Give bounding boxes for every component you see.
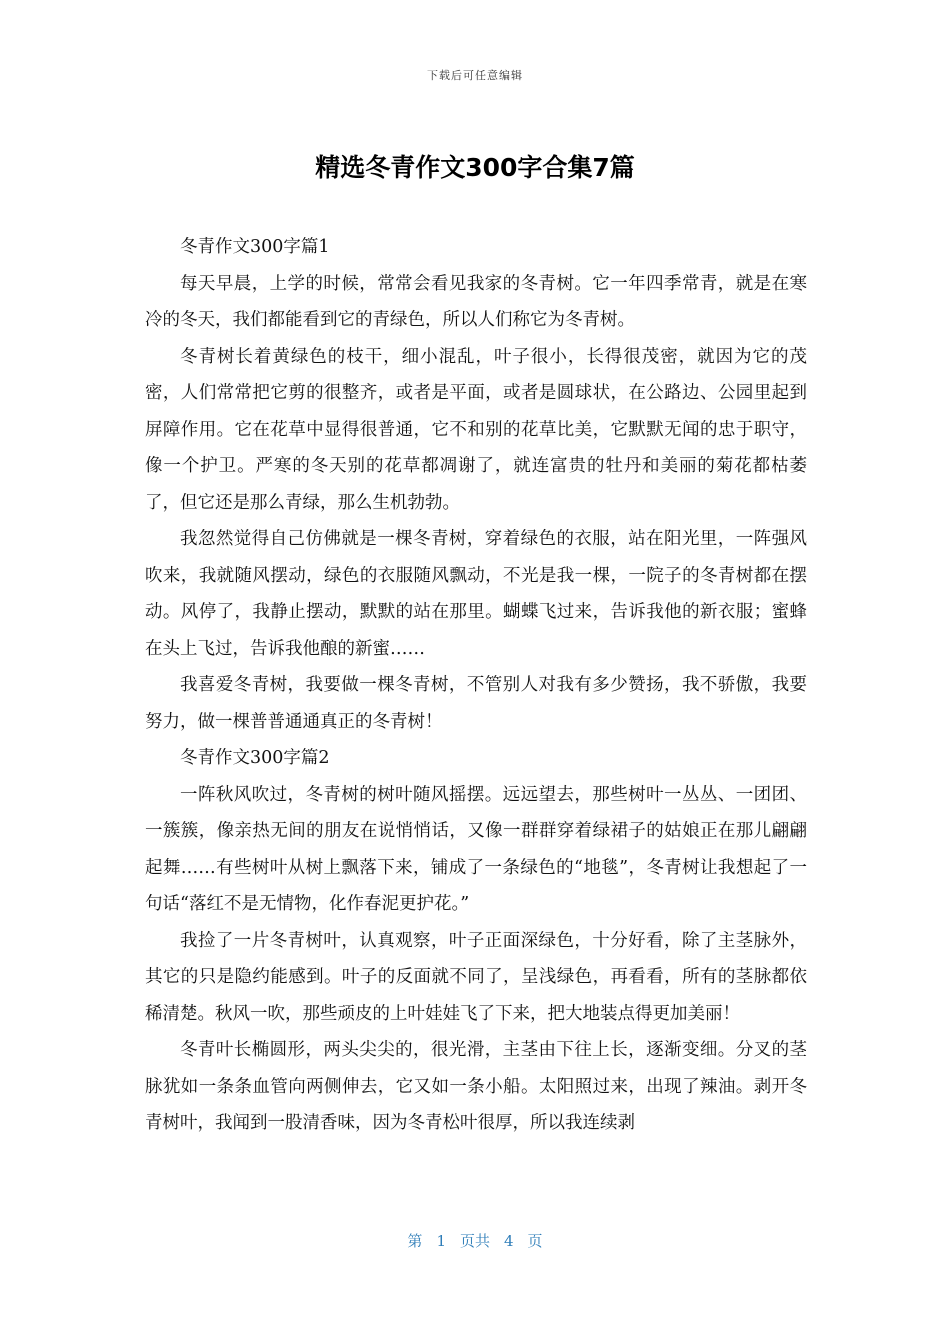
paragraph: 我捡了一片冬青树叶，认真观察，叶子正面深绿色，十分好看，除了主茎脉外，其它的只是隐约能感到。叶子的反面就不同了，呈浅绿色，再看看，所有的茎脉都依稀清楚。秋风一吹，那些顽皮的上叶娃娃飞了下来，把大地装点得更加美丽！ xyxy=(145,930,807,1024)
paragraph: 冬青树长着黄绿色的枝干，细小混乱，叶子很小，长得很茂密，就因为它的茂密，人们常常把它剪的很整齐，或者是平面，或者是圆球状，在公路边、公园里起到屏障作用。它在花草中显得很普通，它不和别的花草比美，它默默无闻的忠于职守，像一个护卫。严寒的冬天别的花草都凋谢了，就连富贵的牡丹和美丽的菊花都枯萎了，但它还是那么青绿，那么生机勃勃。 xyxy=(145,346,807,513)
document-title: 精选冬青作文300字合集7篇 xyxy=(315,153,635,182)
page-footer xyxy=(0,1230,950,1251)
paragraph: 冬青叶长椭圆形，两头尖尖的，很光滑，主茎由下往上长，逐渐变细。分叉的茎脉犹如一条条血管向两侧伸去，它又如一条小船。太阳照过来，出现了辣油。剥开冬青树叶，我闻到一股清香味，因为冬青松叶很厚，所以我连续剥 xyxy=(145,1040,807,1133)
section-heading-2: 冬青作文300字篇2 xyxy=(180,748,330,768)
paragraph: 我忽然觉得自己仿佛就是一棵冬青树，穿着绿色的衣服，站在阳光里，一阵强风吹来，我就随风摆动，绿色的衣服随风飘动，不光是我一棵，一院子的冬青树都在摆动。风停了，我静止摆动，默默的站在那里。蝴蝶飞过来，告诉我他的新衣服；蜜蜂在头上飞过，告诉我他酿的新蜜…… xyxy=(145,529,807,659)
footer-total-pages: 4 xyxy=(504,1232,514,1250)
footer-label-ye-gong: 页共 xyxy=(459,1232,490,1250)
section-heading-1: 冬青作文300字篇1 xyxy=(180,237,330,257)
page-header-note: 下载后可任意编辑 xyxy=(427,69,523,82)
paragraph: 我喜爱冬青树，我要做一棵冬青树，不管别人对我有多少赞扬，我不骄傲，我要努力，做一棵普普通通真正的冬青树！ xyxy=(145,675,807,732)
footer-current-page: 1 xyxy=(436,1232,446,1250)
footer-label-ye: 页 xyxy=(527,1232,543,1250)
footer-label-di: 第 xyxy=(407,1232,423,1250)
document-body xyxy=(145,229,807,1142)
paragraph: 每天早晨，上学的时候，常常会看见我家的冬青树。它一年四季常青，就是在寒冷的冬天，我们都能看到它的青绿色，所以人们称它为冬青树。 xyxy=(145,273,807,330)
paragraph: 一阵秋风吹过，冬青树的树叶随风摇摆。远远望去，那些树叶一丛丛、一团团、一簇簇，像亲热无间的朋友在说悄悄话，又像一群群穿着绿裙子的姑娘正在那儿翩翩起舞……有些树叶从树上飘落下来，铺成了一条绿色的“地毯”，冬青树让我想起了一句话“落红不是无情物，化作春泥更护花。” xyxy=(145,784,807,914)
